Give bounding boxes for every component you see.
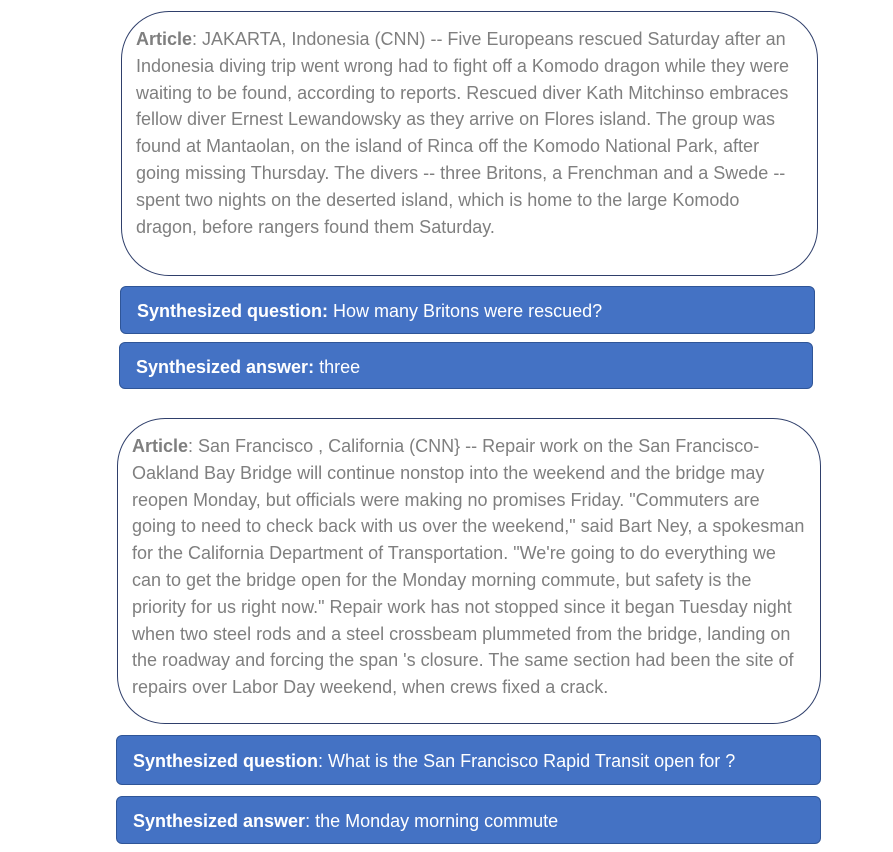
synthesized-question-box-2 <box>116 735 821 785</box>
synthesized-answer-box-2 <box>116 796 821 844</box>
article-label: Article <box>132 436 189 456</box>
answer-text: three <box>314 357 361 377</box>
answer-label: Synthesized answer: <box>136 357 315 377</box>
article-text: : JAKARTA, Indonesia (CNN) -- Five Europeans rescued Saturday after an Indonesia diving trip went wrong had to fight off a Komodo dragon while they were waiting to be found, according to reports. Rescued diver Kath Mitchinso embraces fellow diver Ernest Lewandowsky as they arrive on Flores island. The group was found at Mantaolan, on the island of Rinca off the Komodo National Park, after going missing Thursday. The divers -- three Britons, a Frenchman and a Swede -- spent two nights on the deserted island, which is home to the large Komodo dragon, before rangers found them Saturday. <box>136 29 790 237</box>
question-label: Synthesized question <box>133 751 319 771</box>
question-label: Synthesized question: <box>137 301 329 321</box>
article-box-1 <box>121 11 818 276</box>
article-box-2 <box>117 418 821 724</box>
article-text: : San Francisco , California (CNN} -- Repair work on the San Francisco-Oakland Bay Bridge will continue nonstop into the weekend and the bridge may reopen Monday, but officials were making no promises Friday. "Commuters are going to need to check back with us over the weekend," said Bart Ney, a spokesman for the California Department of Transportation. "We're going to do everything we can to get the bridge open for the Monday morning commute, but safety is the priority for us right now." Repair work has not stopped since it began Tuesday night when two steel rods and a steel crossbeam plummeted from the bridge, landing on the roadway and forcing the span 's closure. The same section had been the site of repairs over Labor Day weekend, when crews fixed a crack. <box>132 436 805 698</box>
answer-label: Synthesized answer <box>133 811 306 831</box>
question-text: : What is the San Francisco Rapid Transit open for ? <box>318 751 736 771</box>
synthesized-question-box-1 <box>120 286 815 334</box>
synthesized-answer-box-1 <box>119 342 813 389</box>
answer-text: : the Monday morning commute <box>305 811 559 831</box>
article-label: Article <box>136 29 193 49</box>
question-text: How many Britons were rescued? <box>328 301 603 321</box>
